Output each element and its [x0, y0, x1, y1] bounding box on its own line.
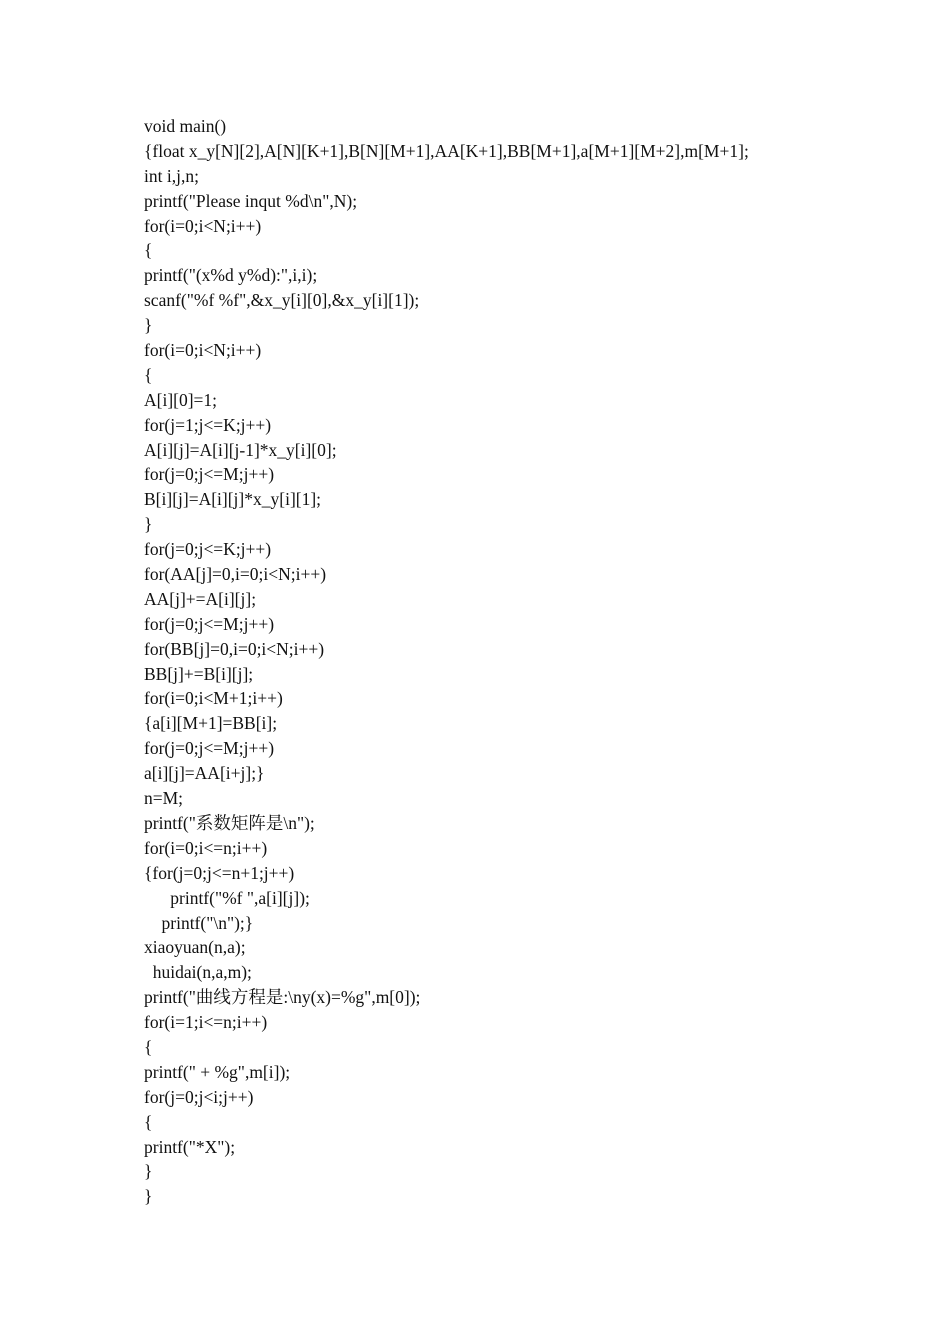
code-line: for(i=1;i<=n;i++) — [144, 1012, 268, 1033]
code-line: for(j=0;j<=K;j++) — [144, 539, 272, 560]
code-line: } — [144, 514, 153, 535]
code-line: for(j=0;j<=M;j++) — [144, 464, 275, 485]
code-line: {for(j=0;j<=n+1;j++) — [144, 862, 295, 883]
code-line: printf("Please inqut %d\n",N); — [144, 190, 358, 211]
code-line: BB[j]+=B[i][j]; — [144, 663, 254, 684]
code-line: { — [144, 240, 153, 261]
code-line: printf(" + %g",m[i]); — [144, 1061, 291, 1082]
code-line: a[i][j]=AA[i+j];} — [144, 763, 265, 784]
code-line: B[i][j]=A[i][j]*x_y[i][1]; — [144, 489, 322, 510]
code-line: for(j=0;j<i;j++) — [144, 1086, 254, 1107]
code-line: printf("*X"); — [144, 1136, 236, 1157]
code-line: } — [144, 1186, 153, 1207]
code-line: scanf("%f %f",&x_y[i][0],&x_y[i][1]); — [144, 290, 420, 311]
code-line: for(j=0;j<=M;j++) — [144, 738, 275, 759]
code-line: } — [144, 1161, 153, 1182]
code-line: for(i=0;i<N;i++) — [144, 340, 262, 361]
code-line: for(BB[j]=0,i=0;i<N;i++) — [144, 638, 325, 659]
code-line: A[i][0]=1; — [144, 389, 218, 410]
code-line: int i,j,n; — [144, 165, 199, 186]
code-line: { — [144, 364, 153, 385]
code-line: n=M; — [144, 788, 184, 809]
code-line: xiaoyuan(n,a); — [144, 937, 246, 958]
code-line: printf("(x%d y%d):",i,i); — [144, 265, 318, 286]
code-line: for(i=0;i<M+1;i++) — [144, 688, 283, 709]
code-line: A[i][j]=A[i][j-1]*x_y[i][0]; — [144, 439, 337, 460]
code-listing — [144, 114, 924, 1209]
code-line: void main() — [144, 116, 227, 136]
code-line: for(i=0;i<=n;i++) — [144, 837, 268, 858]
code-line: printf("\n");} — [144, 912, 254, 933]
code-line: for(j=0;j<=M;j++) — [144, 613, 275, 634]
code-line: for(AA[j]=0,i=0;i<N;i++) — [144, 564, 327, 585]
code-line: {a[i][M+1]=BB[i]; — [144, 713, 278, 734]
code-line: for(i=0;i<N;i++) — [144, 215, 262, 236]
code-line: { — [144, 1036, 153, 1057]
code-line: { — [144, 1111, 153, 1132]
code-line: huidai(n,a,m); — [144, 962, 252, 983]
code-line: printf("曲线方程是:\ny(x)=%g",m[0]); — [144, 987, 421, 1008]
code-line: for(j=1;j<=K;j++) — [144, 414, 272, 435]
code-line: } — [144, 315, 153, 336]
code-line: printf("系数矩阵是\n"); — [144, 812, 315, 833]
code-line: {float x_y[N][2],A[N][K+1],B[N][M+1],AA[K+1],BB[M+1],a[M+1][M+2],m[M+1]; — [144, 140, 749, 161]
code-line: AA[j]+=A[i][j]; — [144, 588, 257, 609]
code-line: printf("%f ",a[i][j]); — [144, 887, 310, 908]
